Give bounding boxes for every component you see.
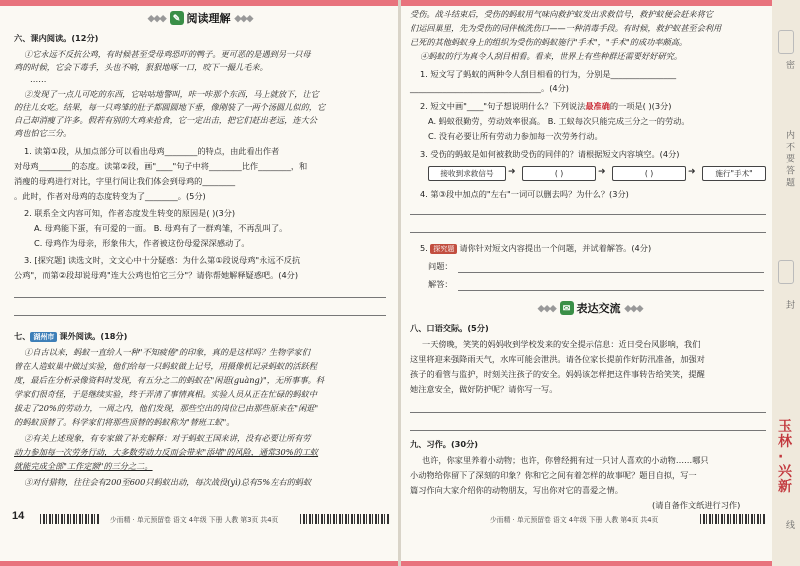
answer-line[interactable] bbox=[410, 232, 766, 233]
q6-sub1-line4: 。此时，作者对母鸡的态度转变为了________。(5分) bbox=[14, 191, 206, 201]
left-page bbox=[0, 0, 400, 552]
q7-para1-line2: 曾在人造蚁巢中做过实验，他们给每一只蚂蚁做上记号，用摄像机记录蚂蚁的活跃程 bbox=[14, 361, 317, 371]
q8-heading: 八、口语交际。(5分) bbox=[410, 323, 489, 333]
q7-sub2-question: 2. 短文中画"____"句子想说明什么？下列说法最准确的一项是( )(3分) bbox=[420, 101, 672, 111]
q7-sub4-question: 4. 第③段中加点的"左右"一词可以删去吗？为什么？(3分) bbox=[420, 189, 629, 199]
seal-char-bottom: 线 bbox=[784, 520, 794, 529]
page-number: 14 bbox=[12, 510, 25, 522]
binding-hole bbox=[778, 260, 794, 284]
q7-para1-line6: 的蚂蚁顶替了。科学家们将那些顶替的蚂蚁称为"替班工蚁"。 bbox=[14, 417, 235, 427]
q8-line1: 一天傍晚，笑笑的妈妈收到学校发来的安全提示信息：近日受台风影响，我们 bbox=[422, 339, 701, 349]
q9-heading: 九、习作。(30分) bbox=[410, 439, 479, 449]
q9-line3: 篇习作向大家介绍你的动物朋友，写出你对它的喜爱之情。 bbox=[410, 485, 623, 495]
q8-line2: 这里将迎来强降雨天气，水库可能会泄洪。请各位家长提前作好防汛准备，加强对 bbox=[410, 354, 705, 364]
q6-para1-line1: ①它永远不反抗公鸡，有时候甚至受母鸡恐吓的鸭子。更可恶的是遇到另一只母 bbox=[24, 49, 311, 59]
answer-line[interactable] bbox=[410, 412, 766, 413]
answer-line[interactable] bbox=[410, 214, 766, 215]
question-answer-line[interactable] bbox=[458, 272, 764, 273]
arrow-right-icon: ➜ bbox=[508, 167, 516, 177]
q7-para1-line4: 学家们很奇怪，于是继续实验，终于弄清了事情真相。实验人员从正在忙碌的蚂蚁中 bbox=[14, 389, 317, 399]
q7-cont-line3: 已死的其他蚂蚁身上的组织为受伤的蚂蚁施行"手术"，"手术"的成功率颇高。 bbox=[410, 37, 688, 47]
flow-box-2-blank[interactable]: ( ) bbox=[522, 166, 596, 181]
region-tag: 湖州市 bbox=[30, 332, 57, 342]
q7-cont-line1: 受伤。战斗结束后，受伤的蚂蚁用气味向救护蚁发出求救信号，救护蚁便会赶来将它 bbox=[410, 9, 713, 19]
section-title-expression: ◆◆◆ ✉ 表达交流 ◆◆◆ bbox=[537, 302, 643, 315]
decorative-pattern bbox=[700, 514, 766, 524]
q6-para2-line3: 自己却消瘦了许多。假若有别的大鸡来抢食，它一定出击，把它们赶出老远，连大公 bbox=[14, 115, 317, 125]
right-page bbox=[400, 0, 772, 552]
q6-sub2-question: 2. 联系全文内容可知，作者态度发生转变的原因是( )(3分) bbox=[24, 208, 236, 218]
q9-line2: 小动物给你留下了深刻的印象？你和它之间有着怎样的故事呢？题目自拟，写一 bbox=[410, 470, 697, 480]
flow-box-4: 施行"手术" bbox=[702, 166, 766, 181]
flow-box-3-blank[interactable]: ( ) bbox=[612, 166, 686, 181]
q9-line1: 也许，你家里养着小动物；也许，你曾经拥有过一只讨人喜欢的小动物……哪只 bbox=[422, 455, 709, 465]
answer-line[interactable] bbox=[14, 297, 386, 298]
q7-sub5-question: 5. 探究题 请你针对短文内容提出一个问题，并试着解答。(4分) bbox=[420, 243, 652, 253]
seal-side-text: 内 不 要 答 题 bbox=[784, 130, 794, 187]
seal-char-mid: 封 bbox=[784, 300, 794, 309]
speech-icon: ✉ bbox=[560, 301, 574, 315]
q7-para2-line1: ②有关上述现象，有专家做了补充解释：对于蚂蚁王国来讲，没有必要让所有劳 bbox=[24, 433, 311, 443]
q6-sub3-line1: 3. [探究题] 读选文时，文文心中十分疑惑：为什么第①段说母鸡"永远不反抗 bbox=[24, 255, 301, 265]
q7-heading: 七、 湖州市 课外阅读。(18分) bbox=[14, 331, 128, 341]
q6-ellipsis: …… bbox=[30, 74, 47, 84]
q6-sub2-option-c[interactable]: C. 母鸡作为母亲，形象伟大，作者被这份母爱深深感动了。 bbox=[34, 238, 250, 248]
seal-char-top: 密 bbox=[784, 60, 794, 69]
arrow-right-icon: ➜ bbox=[688, 167, 696, 177]
q9-note: (请自备作文纸进行习作) bbox=[652, 500, 741, 510]
answer-label: 解答： bbox=[428, 279, 453, 289]
q7-sub3-question: 3. 受伤的蚂蚁是如何被救助受伤的同伴的？请根据短文内容填空。(4分) bbox=[420, 149, 680, 159]
decorative-pattern bbox=[40, 514, 100, 524]
answer-line[interactable] bbox=[410, 430, 766, 431]
q7-para2-line2: 动力参加每一次劳务行动，大多数劳动力反而会带来"添堵"的风险，通常30%的工蚁 bbox=[14, 447, 319, 457]
question-label: 问题： bbox=[428, 261, 453, 271]
q7-sub2-option-c[interactable]: C. 没有必要让所有劳动力参加每一次劳务行动。 bbox=[428, 131, 603, 141]
q7-sub1-line2: ________________________________。(4分) bbox=[410, 83, 569, 93]
q6-para2-line1: ②发现了一点儿可吃的东西，它咕咕地警叫，咔一咔那个东西，马上就放下，让它 bbox=[24, 89, 319, 99]
q7-para3-line1: ③对付猎物，往往会有200至600只蚂蚁出动，每次战役(yì)总有5%左右的蚂蚁 bbox=[24, 477, 312, 487]
flow-box-1: 接收到求救信号 bbox=[428, 166, 506, 181]
inquiry-tag: 探究题 bbox=[430, 244, 457, 254]
q6-sub3-line2: 公鸡"，而第②段却说母鸡"连大公鸡也怕它三分"？请你帮她解释疑惑吧。(4分) bbox=[14, 270, 299, 280]
q6-para2-line2: 的往儿女吃。结果，每一只鸡雏的肚子都圆圆地下垂，像刚装了一两个汤圆儿似的，它 bbox=[14, 102, 326, 112]
book-icon: ✎ bbox=[170, 11, 184, 25]
arrow-right-icon: ➜ bbox=[598, 167, 606, 177]
footer-left: 少而精 · 单元预留卷 语文 4年级 下册 人教 第3页 共4页 bbox=[110, 516, 279, 524]
q7-cont-line4: ④蚂蚁的行为真令人刮目相看。看来，世界上有些种群还需要好好研究。 bbox=[420, 51, 683, 61]
q7-para1-line1: ①自古以来，蚂蚁一直给人一种"不知疲倦"的印象，真的是这样吗？生物学家们 bbox=[24, 347, 310, 357]
answer-line[interactable] bbox=[14, 315, 386, 316]
q6-sub1-line2: 对母鸡________的态度。读第②段，画"____"句子中将________比作________，和 bbox=[14, 161, 308, 171]
q8-line4: 她注意安全，做好防护呢？请你写一写。 bbox=[410, 384, 558, 394]
q7-para2-line3: 就能完成全部"工作定额"的三分之二。 bbox=[14, 461, 153, 471]
q6-para1-line2: 鸡的时候，它会下毒手，头也不响，狠狠地啄一口，咬下一撮儿毛来。 bbox=[14, 62, 268, 72]
q6-sub1-line3: 消瘦的母鸡进行对比，字里行间让我们体会到母鸡的________ bbox=[14, 176, 236, 186]
q6-sub1-line1: 1. 读第①段，从加点部分可以看出母鸡________的特点，由此看出作者 bbox=[24, 146, 280, 156]
q6-sub2-option-ab[interactable]: A. 母鸡能下蛋，有可爱的一面。 B. 母鸡有了一群鸡雏，不再乱叫了。 bbox=[34, 223, 288, 233]
decorative-pattern bbox=[300, 514, 390, 524]
q7-sub2-option-ab[interactable]: A. 蚂蚁很勤劳，劳动效率很高。 B. 工蚁每次只能完成三分之一的劳动。 bbox=[428, 116, 690, 126]
solution-answer-line[interactable] bbox=[458, 290, 764, 291]
q6-para2-line4: 鸡也怕它三分。 bbox=[14, 128, 72, 138]
footer-right: 少而精 · 单元预留卷 语文 4年级 下册 人教 第4页 共4页 bbox=[490, 516, 659, 524]
q8-line3: 孩子的看管与监护，时刻关注孩子的安全。妈妈该怎样把这件事转告给笑笑，提醒 bbox=[410, 369, 705, 379]
q7-sub1-line1: 1. 短文写了蚂蚁的两种令人刮目相看的行为，分别是________________ bbox=[420, 69, 677, 79]
binding-hole bbox=[778, 30, 794, 54]
binding-strip bbox=[772, 0, 800, 566]
q7-para1-line3: 度，最后在分析录像资料时发现，有五分之二的蚂蚁在"闲逛(guàng)"，无所事事。科 bbox=[14, 375, 325, 385]
q7-cont-line2: 们运回巢里，先为受伤的同伴梳洗伤口——一种消毒手段。有时候，救护蚁甚至会利用 bbox=[410, 23, 722, 33]
q7-para1-line5: 拔走了20%的劳动力，一周之内，他们发现，那些空出的岗位已由那些原来在"闲逛" bbox=[14, 403, 319, 413]
publisher-mark: 玉林·兴新 bbox=[778, 419, 792, 495]
section-title-reading: ◆◆◆ ✎ 阅读理解 ◆◆◆ bbox=[147, 12, 253, 25]
q6-heading: 六、课内阅读。(12分) bbox=[14, 33, 99, 43]
